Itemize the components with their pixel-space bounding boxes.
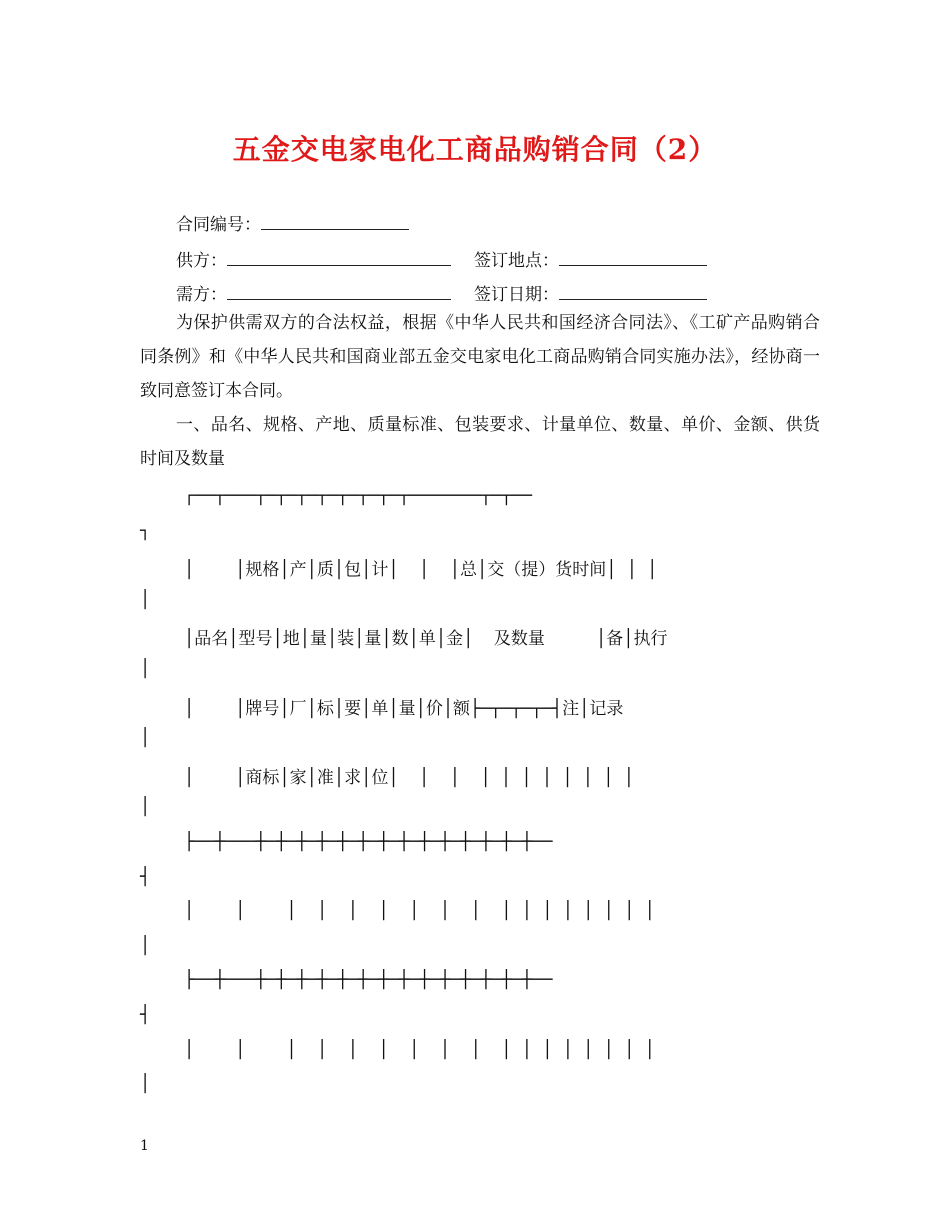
table-line: │ <box>140 1074 151 1095</box>
table-line: │ <box>140 797 151 818</box>
table-line: │ │规格│产│质│包│计│ │ │总│交（提）货时间│ │ │ <box>184 560 658 581</box>
contract-number-label: 合同编号： <box>176 215 261 235</box>
contract-number-blank[interactable] <box>261 212 409 230</box>
supplier-field <box>176 246 451 271</box>
sign-date-field <box>474 280 707 305</box>
table-line: │品名│型号│地│量│装│量│数│单│金│ 及数量 │备│执行 <box>184 629 668 650</box>
table-line: ┤ <box>140 1005 151 1025</box>
table-line: ┌──┬───┬─┬─┬─┬─┬─┬─┬─┬───────┬─┬── <box>184 486 532 506</box>
table-line: │ │牌号│厂│标│要│单│量│价│额├─┬─┬─┬─┤注│记录 <box>184 698 624 719</box>
sign-place-blank[interactable] <box>559 248 707 266</box>
preamble-paragraph: 为保护供需双方的合法权益，根据《中华人民共和国经济合同法》、《工矿产品购销合同条例》和《中华人民共和国商业部五金交电家电化工商品购销合同实施办法》，经协商一致同意签订本合同。 <box>140 313 820 401</box>
sign-place-field <box>474 246 707 271</box>
table-line: ├──┼───┼─┼─┼─┼─┼─┼─┼─┼─┼─┼─┼─┼─┼─┼── <box>184 832 553 852</box>
section-1-heading: 一、品名、规格、产地、质量标准、包装要求、计量单位、数量、单价、金额、供货时间及数量 <box>140 415 820 469</box>
sign-date-blank[interactable] <box>559 282 707 300</box>
sign-date-label: 签订日期： <box>474 285 559 305</box>
buyer-blank[interactable] <box>227 282 451 300</box>
table-line: │ <box>140 589 151 610</box>
contract-number-field <box>176 210 409 235</box>
document-title: 五金交电家电化工商品购销合同（2） <box>232 133 718 166</box>
supplier-blank[interactable] <box>227 248 451 266</box>
supplier-label: 供方： <box>176 251 227 271</box>
table-line: │ │ │ │ │ │ │ │ │ │ │ │ │ │ │ │ │ <box>184 901 655 922</box>
table-line: ┐ <box>140 520 151 541</box>
table-line: │ <box>140 935 151 956</box>
page-number: 1 <box>140 1138 149 1154</box>
buyer-label: 需方： <box>176 285 227 305</box>
table-line: ├──┼───┼─┼─┼─┼─┼─┼─┼─┼─┼─┼─┼─┼─┼─┼── <box>184 970 553 991</box>
sign-place-label: 签订地点： <box>474 251 559 271</box>
table-line: ┤ <box>140 866 151 887</box>
buyer-field <box>176 280 451 305</box>
table-line: │ <box>140 659 151 679</box>
table-line: │ │商标│家│准│求│位│ │ │ │ │ │ │ │ │ │ │ <box>184 767 634 788</box>
table-line: │ │ │ │ │ │ │ │ │ │ │ │ │ │ │ │ │ <box>184 1039 655 1060</box>
table-line: │ <box>140 728 151 749</box>
